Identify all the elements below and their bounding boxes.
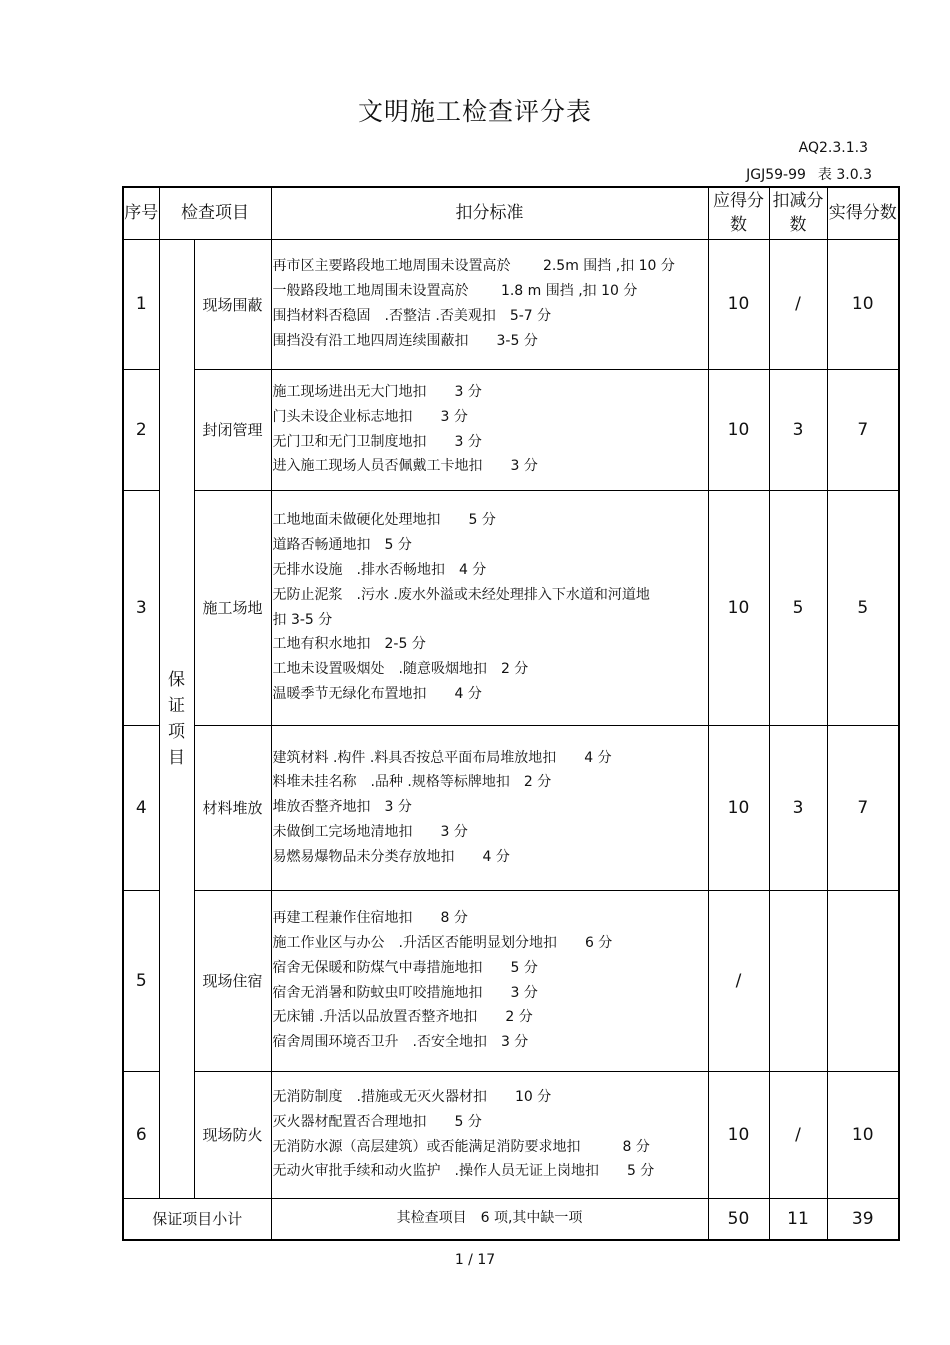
row-item-name: 现场住宿 <box>194 890 271 1071</box>
header-deduct-score: 扣减分数 <box>769 187 827 239</box>
row-deduct-score: 5 <box>769 490 827 725</box>
criteria-line: 再建工程兼作住宿地扣 8 分 <box>272 910 468 927</box>
criteria-line: 围挡没有沿工地四周连续围蔽扣 3-5 分 <box>272 332 538 349</box>
subtotal-label: 保证项目小计 <box>123 1198 271 1240</box>
subtotal-note: 其检查项目 6 项,其中缺一项 <box>271 1198 708 1240</box>
row-item-name: 施工场地 <box>194 490 271 725</box>
row-seq: 1 <box>123 239 159 369</box>
group-label-char: 项 <box>168 721 185 742</box>
row-criteria <box>271 1071 708 1198</box>
header-seq: 序号 <box>123 187 159 239</box>
standard-reference <box>746 164 872 184</box>
row-criteria <box>271 890 708 1071</box>
row-deduct-score: / <box>769 239 827 369</box>
criteria-line: 一般路段地工地周围未设置高於 1.8 m 围挡 ,扣 10 分 <box>272 283 638 300</box>
criteria-line: 建筑材料 .构件 .料具否按总平面布局堆放地扣 4 分 <box>272 749 612 766</box>
row-criteria <box>271 369 708 490</box>
table-row <box>123 490 899 725</box>
criteria-line: 宿舍无保暖和防煤气中毒措施地扣 5 分 <box>272 959 538 976</box>
header-item: 检查项目 <box>159 187 271 239</box>
criteria-line: 宿舍无消暑和防蚊虫叮咬措施地扣 3 分 <box>272 984 538 1001</box>
row-actual-score: 7 <box>827 725 899 890</box>
header-should-score: 应得分数 <box>708 187 769 239</box>
criteria-line: 灭火器材配置否合理地扣 5 分 <box>272 1113 482 1130</box>
row-seq: 6 <box>123 1071 159 1198</box>
criteria-line: 进入施工现场人员否佩戴工卡地扣 3 分 <box>272 458 538 475</box>
criteria-line: 无动火审批手续和动火监护 .操作人员无证上岗地扣 5 分 <box>272 1163 655 1180</box>
criteria-line: 道路否畅通地扣 5 分 <box>272 537 412 554</box>
row-deduct-score: 3 <box>769 725 827 890</box>
criteria-line: 扣 3-5 分 <box>272 611 333 628</box>
criteria-line: 料堆未挂名称 .品种 .规格等标牌地扣 2 分 <box>272 774 552 791</box>
group-label-guarantee-items <box>159 239 194 1198</box>
criteria-line: 再市区主要路段地工地周围未设置高於 2.5m 围挡 ,扣 10 分 <box>272 258 675 275</box>
table-number: 表 3.0.3 <box>817 167 872 183</box>
row-item-name: 现场防火 <box>194 1071 271 1198</box>
criteria-line: 无防止泥浆 .污水 .废水外溢或未经处理排入下水道和河道地 <box>272 586 650 603</box>
criteria-line: 无床铺 .升活以品放置否整齐地扣 2 分 <box>272 1009 533 1026</box>
table-row <box>123 890 899 1071</box>
row-should-score: 10 <box>708 239 769 369</box>
row-seq: 4 <box>123 725 159 890</box>
document-code: AQ2.3.1.3 <box>798 140 868 156</box>
row-item-name: 封闭管理 <box>194 369 271 490</box>
criteria-line: 工地有积水地扣 2-5 分 <box>272 636 426 653</box>
row-criteria <box>271 490 708 725</box>
row-should-score: 10 <box>708 490 769 725</box>
group-label-char: 保 <box>168 669 185 690</box>
standard-code: JGJ59-99 <box>746 167 806 183</box>
criteria-line: 堆放否整齐地扣 3 分 <box>272 799 412 816</box>
criteria-line: 工地地面未做硬化处理地扣 5 分 <box>272 512 496 529</box>
criteria-line: 工地未设置吸烟处 .随意吸烟地扣 2 分 <box>272 661 529 678</box>
row-deduct-score <box>769 890 827 1071</box>
row-seq: 5 <box>123 890 159 1071</box>
table-row <box>123 369 899 490</box>
row-criteria <box>271 725 708 890</box>
row-actual-score: 10 <box>827 1071 899 1198</box>
criteria-line: 围挡材料否稳固 .否整洁 .否美观扣 5-7 分 <box>272 308 552 324</box>
criteria-line: 门头未设企业标志地扣 3 分 <box>272 408 468 425</box>
criteria-line: 无排水设施 .排水否畅地扣 4 分 <box>272 561 487 578</box>
row-seq: 2 <box>123 369 159 490</box>
inspection-score-table <box>122 186 900 1241</box>
row-seq: 3 <box>123 490 159 725</box>
criteria-line: 无消防水源（高层建筑）或否能满足消防要求地扣 8 分 <box>272 1138 650 1155</box>
row-actual-score: 5 <box>827 490 899 725</box>
row-actual-score <box>827 890 899 1071</box>
subtotal-row <box>123 1198 899 1240</box>
criteria-line: 无消防制度 .措施或无灭火器材扣 10 分 <box>272 1088 552 1105</box>
row-item-name: 现场围蔽 <box>194 239 271 369</box>
row-deduct-score: / <box>769 1071 827 1198</box>
group-label-char: 证 <box>168 695 185 716</box>
criteria-line: 施工作业区与办公 .升活区否能明显划分地扣 6 分 <box>272 934 613 951</box>
criteria-line: 易燃易爆物品未分类存放地扣 4 分 <box>272 848 510 865</box>
header-actual-score: 实得分数 <box>827 187 899 239</box>
table-row <box>123 1071 899 1198</box>
subtotal-deduct-score: 11 <box>769 1198 827 1240</box>
group-label-char: 目 <box>168 747 185 768</box>
row-should-score: / <box>708 890 769 1071</box>
criteria-line: 宿舍周围环境否卫升 .否安全地扣 3 分 <box>272 1034 529 1051</box>
criteria-line: 无门卫和无门卫制度地扣 3 分 <box>272 433 482 450</box>
header-criteria: 扣分标准 <box>271 187 708 239</box>
row-should-score: 10 <box>708 725 769 890</box>
row-deduct-score: 3 <box>769 369 827 490</box>
row-should-score: 10 <box>708 1071 769 1198</box>
table-header-row <box>123 187 899 239</box>
subtotal-actual-score: 39 <box>827 1198 899 1240</box>
criteria-line: 未做倒工完场地清地扣 3 分 <box>272 823 468 840</box>
document-title: 文明施工检查评分表 <box>357 97 592 126</box>
row-actual-score: 7 <box>827 369 899 490</box>
subtotal-should-score: 50 <box>708 1198 769 1240</box>
row-item-name: 材料堆放 <box>194 725 271 890</box>
table-row <box>123 239 899 369</box>
row-should-score: 10 <box>708 369 769 490</box>
criteria-line: 施工现场进出无大门地扣 3 分 <box>272 383 482 400</box>
criteria-line: 温暖季节无绿化布置地扣 4 分 <box>272 685 482 702</box>
table-row <box>123 725 899 890</box>
page-indicator: 1 / 17 <box>454 1252 496 1268</box>
row-criteria <box>271 239 708 369</box>
row-actual-score: 10 <box>827 239 899 369</box>
